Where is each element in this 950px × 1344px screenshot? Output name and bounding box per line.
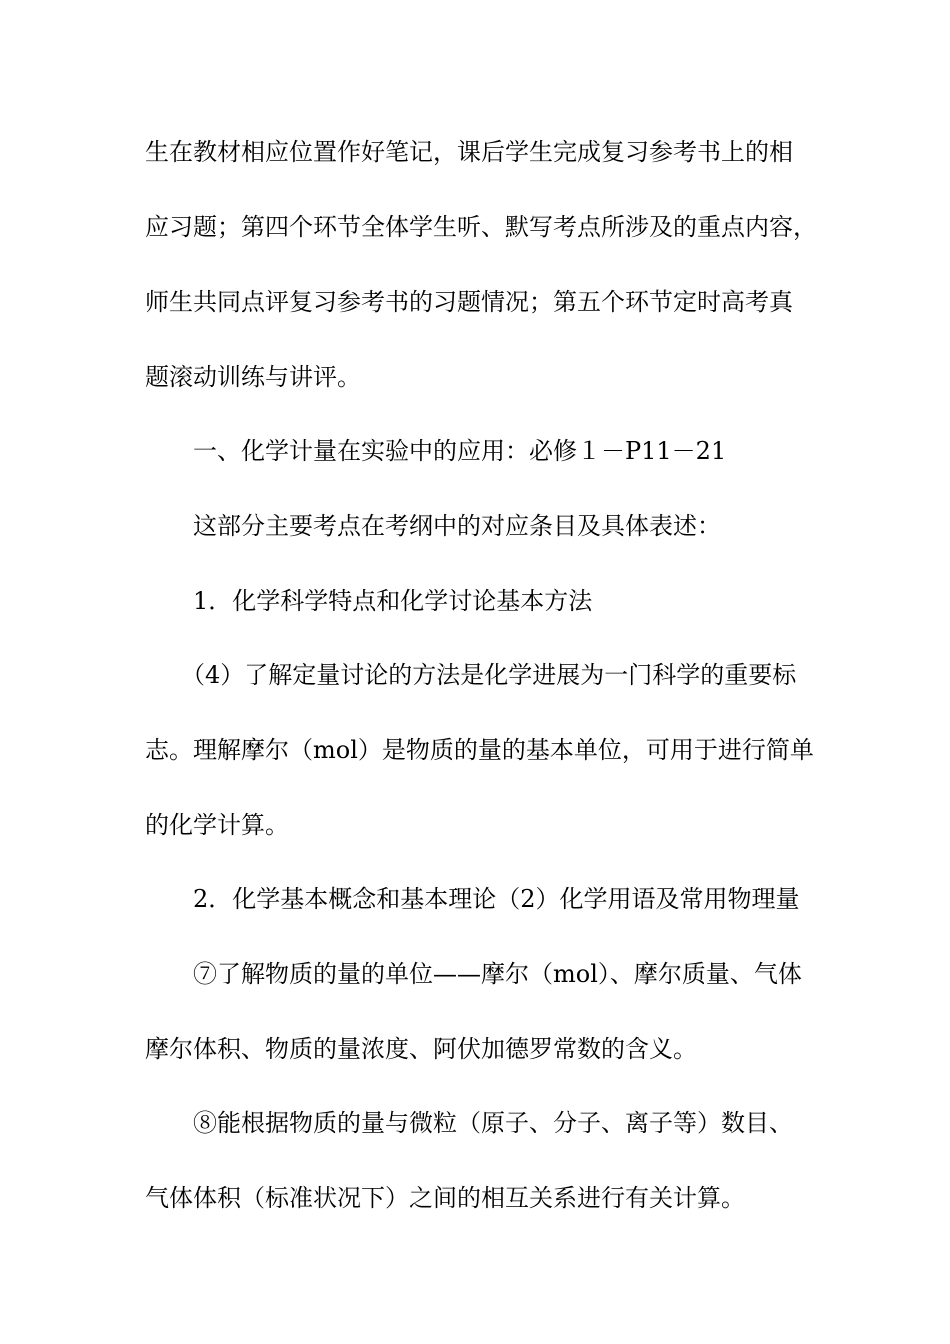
paragraph-line: ⑦了解物质的量的单位——摩尔（mol）、摩尔质量、气体 xyxy=(193,960,802,988)
paragraph-line: 应习题；第四个环节全体学生听、默写考点所涉及的重点内容， xyxy=(145,213,817,241)
paragraph-line: （4）了解定量讨论的方法是化学进展为一门科学的重要标 xyxy=(181,661,797,689)
paragraph-line: 摩尔体积、物质的量浓度、阿伏加德罗常数的含义。 xyxy=(145,1035,697,1063)
section-heading: 一、化学计量在实验中的应用：必修１－P11－21 xyxy=(193,437,727,465)
paragraph-line: 志。理解摩尔（mol）是物质的量的基本单位，可用于进行简单 xyxy=(145,736,814,764)
paragraph-line: 生在教材相应位置作好笔记，课后学生完成复习参考书上的相 xyxy=(145,138,793,166)
paragraph-line: 这部分主要考点在考纲中的对应条目及具体表述： xyxy=(193,512,721,540)
paragraph-line: ⑧能根据物质的量与微粒（原子、分子、离子等）数目、 xyxy=(193,1109,793,1137)
paragraph-line: 的化学计算。 xyxy=(145,811,289,839)
paragraph-line: 气体体积（标准状况下）之间的相互关系进行有关计算。 xyxy=(145,1184,745,1212)
paragraph-line: 师生共同点评复习参考书的习题情况；第五个环节定时高考真 xyxy=(145,288,793,316)
list-item-heading: 1．化学科学特点和化学讨论基本方法 xyxy=(193,587,593,615)
paragraph-line: 题滚动训练与讲评。 xyxy=(145,363,361,391)
list-item-heading: 2．化学基本概念和基本理论（2）化学用语及常用物理量 xyxy=(193,885,800,913)
